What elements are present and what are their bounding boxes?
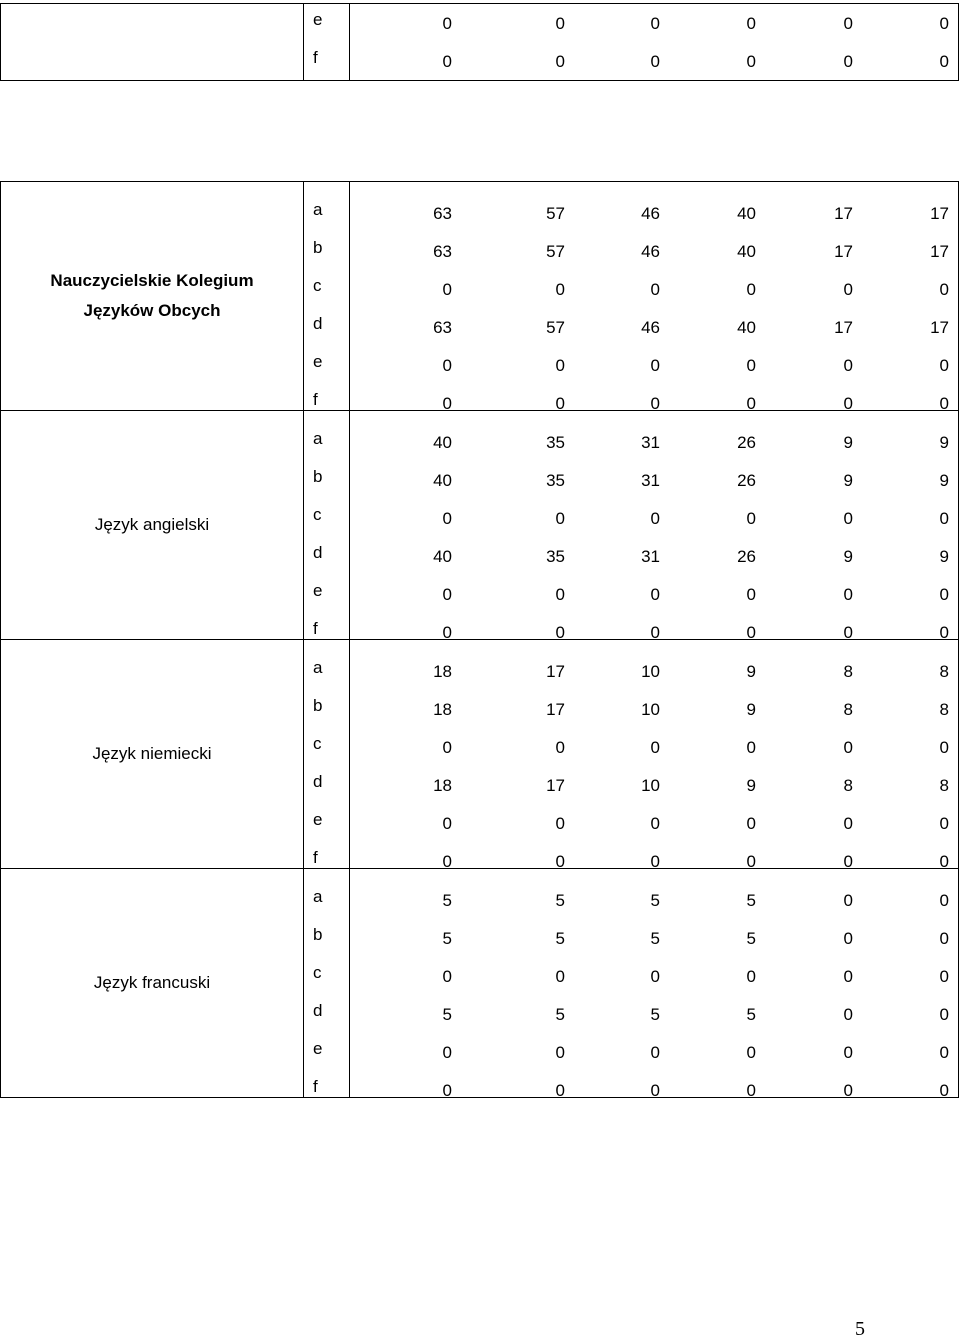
- value-cell: 18: [433, 776, 452, 795]
- values-column: [350, 4, 959, 81]
- value-cell: 0: [843, 509, 853, 528]
- letters-column: [304, 411, 350, 640]
- letters-column: [304, 4, 350, 81]
- value-cell: 31: [641, 471, 660, 490]
- row-letter: [304, 983, 349, 1021]
- data-row: [350, 792, 958, 833]
- row-letter-label: a: [313, 429, 323, 448]
- group-name-line: Języków Obcych: [83, 301, 221, 320]
- value-cell: 17: [930, 242, 949, 261]
- value-cell: 35: [546, 547, 565, 566]
- data-row: [350, 754, 958, 795]
- row-letter-label: c: [313, 276, 322, 295]
- data-row: [350, 563, 958, 604]
- value-cell: 0: [555, 585, 565, 604]
- value-cell: 0: [746, 14, 756, 33]
- value-cell: 0: [650, 585, 660, 604]
- value-cell: 0: [939, 1081, 949, 1100]
- row-letter: [304, 869, 349, 907]
- data-row: [350, 716, 958, 757]
- data-row: [350, 983, 958, 1024]
- value-cell: 10: [641, 776, 660, 795]
- value-cell: 0: [843, 814, 853, 833]
- value-cell: 17: [546, 700, 565, 719]
- group-row: [1, 411, 959, 640]
- row-letter-label: e: [313, 1039, 323, 1058]
- value-cell: 0: [939, 852, 949, 871]
- row-letter: [304, 830, 349, 868]
- value-cell: 0: [650, 814, 660, 833]
- value-cell: 5: [746, 1005, 756, 1024]
- value-cell: 0: [746, 52, 756, 71]
- row-letter: [304, 754, 349, 792]
- row-letter: [304, 563, 349, 601]
- value-cell: 8: [939, 776, 949, 795]
- values-column: [350, 411, 959, 640]
- values-column: [350, 182, 959, 411]
- value-cell: 0: [555, 852, 565, 871]
- value-cell: 9: [843, 433, 853, 452]
- value-cell: 0: [746, 509, 756, 528]
- row-letter: [304, 1059, 349, 1097]
- value-cell: 5: [442, 929, 452, 948]
- value-cell: 9: [939, 433, 949, 452]
- row-letter: [304, 792, 349, 830]
- value-cell: 0: [555, 738, 565, 757]
- value-cell: 0: [746, 394, 756, 413]
- value-cell: 0: [555, 814, 565, 833]
- value-cell: 0: [442, 1043, 452, 1062]
- value-cell: 40: [433, 547, 452, 566]
- data-row: [350, 411, 958, 452]
- letters-column: [304, 182, 350, 411]
- data-row: [350, 869, 958, 910]
- group-row: [1, 182, 959, 411]
- row-letter-label: c: [313, 734, 322, 753]
- value-cell: 5: [650, 1005, 660, 1024]
- row-letter: [304, 907, 349, 945]
- data-row: [350, 296, 958, 337]
- value-cell: 5: [442, 1005, 452, 1024]
- letters-column: [304, 640, 350, 869]
- value-cell: 31: [641, 547, 660, 566]
- value-cell: 0: [843, 1081, 853, 1100]
- value-cell: 0: [939, 394, 949, 413]
- row-letter-label: e: [313, 810, 323, 829]
- value-cell: 0: [442, 14, 452, 33]
- value-cell: 35: [546, 471, 565, 490]
- value-cell: 8: [843, 776, 853, 795]
- value-cell: 9: [746, 776, 756, 795]
- value-cell: 0: [843, 1043, 853, 1062]
- row-letter-label: d: [313, 1001, 323, 1020]
- value-cell: 0: [939, 814, 949, 833]
- value-cell: 0: [746, 967, 756, 986]
- row-letter: [304, 449, 349, 487]
- value-cell: 9: [746, 662, 756, 681]
- data-row: [350, 182, 958, 223]
- row-letter: [304, 640, 349, 678]
- value-cell: 0: [555, 356, 565, 375]
- value-cell: 17: [834, 242, 853, 261]
- group-row: [1, 640, 959, 869]
- row-letter: [304, 678, 349, 716]
- value-cell: 0: [939, 623, 949, 642]
- value-cell: 0: [939, 14, 949, 33]
- value-cell: 63: [433, 242, 452, 261]
- value-cell: 0: [746, 814, 756, 833]
- value-cell: 0: [442, 585, 452, 604]
- value-cell: 0: [555, 509, 565, 528]
- value-cell: 5: [650, 891, 660, 910]
- value-cell: 17: [834, 204, 853, 223]
- row-letter: [304, 296, 349, 334]
- value-cell: 26: [737, 471, 756, 490]
- value-cell: 0: [843, 356, 853, 375]
- row-letter-label: b: [313, 696, 323, 715]
- value-cell: 35: [546, 433, 565, 452]
- value-cell: 0: [843, 585, 853, 604]
- value-cell: 26: [737, 433, 756, 452]
- value-cell: 0: [650, 852, 660, 871]
- value-cell: 8: [843, 662, 853, 681]
- data-row: [350, 907, 958, 948]
- data-row: [350, 449, 958, 490]
- value-cell: 0: [843, 738, 853, 757]
- value-cell: 57: [546, 318, 565, 337]
- value-cell: 0: [939, 356, 949, 375]
- value-cell: 0: [555, 967, 565, 986]
- value-cell: 0: [650, 738, 660, 757]
- data-row: [350, 830, 958, 871]
- value-cell: 18: [433, 700, 452, 719]
- value-cell: 5: [746, 891, 756, 910]
- row-letter-label: f: [313, 619, 318, 638]
- row-letter-label: b: [313, 238, 323, 257]
- value-cell: 0: [843, 14, 853, 33]
- value-cell: 8: [939, 662, 949, 681]
- row-letter: [304, 258, 349, 296]
- value-cell: 0: [939, 509, 949, 528]
- data-row: [350, 678, 958, 719]
- row-letter-label: d: [313, 772, 323, 791]
- value-cell: 40: [737, 318, 756, 337]
- row-letter: [304, 1021, 349, 1059]
- value-cell: 0: [843, 394, 853, 413]
- value-cell: 0: [442, 623, 452, 642]
- data-row: [350, 334, 958, 375]
- value-cell: 0: [939, 1005, 949, 1024]
- value-cell: 0: [843, 52, 853, 71]
- value-cell: 5: [555, 1005, 565, 1024]
- value-cell: 40: [433, 471, 452, 490]
- row-letter-label: a: [313, 200, 323, 219]
- value-cell: 0: [650, 356, 660, 375]
- data-row: [350, 945, 958, 986]
- value-cell: 46: [641, 242, 660, 261]
- value-cell: 18: [433, 662, 452, 681]
- value-cell: 0: [746, 852, 756, 871]
- value-cell: 5: [746, 929, 756, 948]
- value-cell: 5: [650, 929, 660, 948]
- data-row: [350, 1059, 958, 1100]
- value-cell: 0: [939, 585, 949, 604]
- value-cell: 0: [746, 623, 756, 642]
- row-letter-label: e: [313, 352, 323, 371]
- group-row: [1, 869, 959, 1098]
- group-name-line: Język francuski: [93, 973, 211, 992]
- page-number: 5: [855, 1318, 865, 1340]
- value-cell: 0: [555, 394, 565, 413]
- row-letter-label: f: [313, 390, 318, 409]
- value-cell: 0: [442, 1081, 452, 1100]
- value-cell: 0: [843, 623, 853, 642]
- value-cell: 57: [546, 204, 565, 223]
- value-cell: 0: [843, 280, 853, 299]
- value-cell: 0: [650, 1081, 660, 1100]
- row-letter: [304, 525, 349, 563]
- value-cell: 0: [650, 967, 660, 986]
- value-cell: 17: [930, 204, 949, 223]
- value-cell: 0: [555, 52, 565, 71]
- value-cell: 63: [433, 318, 452, 337]
- letters-column: [304, 869, 350, 1098]
- row-letter: [304, 411, 349, 449]
- value-cell: 0: [650, 1043, 660, 1062]
- row-letter-label: e: [313, 10, 323, 29]
- data-row: [350, 42, 958, 80]
- value-cell: 5: [442, 891, 452, 910]
- value-cell: 17: [834, 318, 853, 337]
- value-cell: 40: [737, 204, 756, 223]
- value-cell: 5: [555, 891, 565, 910]
- row-letter: [304, 42, 349, 80]
- value-cell: 0: [843, 852, 853, 871]
- value-cell: 0: [746, 1043, 756, 1062]
- value-cell: 10: [641, 700, 660, 719]
- row-letter: [304, 334, 349, 372]
- data-row: [350, 525, 958, 566]
- value-cell: 0: [650, 280, 660, 299]
- value-cell: 8: [939, 700, 949, 719]
- value-cell: 0: [843, 891, 853, 910]
- value-cell: 9: [939, 547, 949, 566]
- row-letter-label: d: [313, 543, 323, 562]
- value-cell: 0: [555, 14, 565, 33]
- value-cell: 0: [650, 509, 660, 528]
- group-name-cell: [1, 640, 304, 869]
- value-cell: 0: [442, 967, 452, 986]
- value-cell: 8: [843, 700, 853, 719]
- value-cell: 9: [746, 700, 756, 719]
- value-cell: 0: [746, 585, 756, 604]
- value-cell: 0: [939, 929, 949, 948]
- value-cell: 0: [442, 814, 452, 833]
- value-cell: 40: [433, 433, 452, 452]
- value-cell: 0: [555, 1081, 565, 1100]
- value-cell: 0: [939, 52, 949, 71]
- data-row: [350, 487, 958, 528]
- value-cell: 0: [555, 1043, 565, 1062]
- row-letter-label: c: [313, 505, 322, 524]
- value-cell: 0: [939, 891, 949, 910]
- value-cell: 0: [442, 356, 452, 375]
- top-block-table: [0, 3, 959, 81]
- value-cell: 9: [939, 471, 949, 490]
- row-letter: [304, 220, 349, 258]
- value-cell: 31: [641, 433, 660, 452]
- row-letter-label: a: [313, 658, 323, 677]
- row-letter-label: c: [313, 963, 322, 982]
- value-cell: 0: [939, 1043, 949, 1062]
- value-cell: 46: [641, 318, 660, 337]
- row-letter-label: f: [313, 1077, 318, 1096]
- value-cell: 0: [442, 852, 452, 871]
- value-cell: 9: [843, 547, 853, 566]
- value-cell: 0: [442, 394, 452, 413]
- value-cell: 0: [746, 738, 756, 757]
- data-row: [350, 220, 958, 261]
- group-name-line: Język niemiecki: [92, 744, 212, 763]
- empty-name-cell: [1, 4, 304, 81]
- value-cell: 17: [546, 662, 565, 681]
- data-row: [350, 640, 958, 681]
- value-cell: 46: [641, 204, 660, 223]
- data-row: [350, 372, 958, 413]
- value-cell: 0: [843, 967, 853, 986]
- data-row: [350, 4, 958, 42]
- value-cell: 9: [843, 471, 853, 490]
- row-letter-label: d: [313, 314, 323, 333]
- value-cell: 0: [746, 280, 756, 299]
- value-cell: 0: [843, 929, 853, 948]
- value-cell: 26: [737, 547, 756, 566]
- row-letter: [304, 487, 349, 525]
- row-letter: [304, 372, 349, 410]
- row-letter: [304, 4, 349, 42]
- values-column: [350, 869, 959, 1098]
- value-cell: 0: [442, 509, 452, 528]
- value-cell: 0: [442, 738, 452, 757]
- value-cell: 17: [546, 776, 565, 795]
- value-cell: 0: [442, 280, 452, 299]
- results-table: [0, 181, 959, 1098]
- value-cell: 0: [939, 967, 949, 986]
- data-row: [350, 601, 958, 642]
- row-letter: [304, 716, 349, 754]
- value-cell: 0: [746, 1081, 756, 1100]
- value-cell: 0: [555, 280, 565, 299]
- row-letter-label: b: [313, 467, 323, 486]
- value-cell: 0: [442, 52, 452, 71]
- row-letter-label: b: [313, 925, 323, 944]
- value-cell: 0: [650, 623, 660, 642]
- value-cell: 0: [650, 14, 660, 33]
- value-cell: 0: [939, 738, 949, 757]
- row-letter: [304, 945, 349, 983]
- row-letter-label: e: [313, 581, 323, 600]
- value-cell: 5: [555, 929, 565, 948]
- row-letter: [304, 601, 349, 639]
- value-cell: 63: [433, 204, 452, 223]
- value-cell: 17: [930, 318, 949, 337]
- group-name-cell: [1, 411, 304, 640]
- group-name-cell: [1, 182, 304, 411]
- value-cell: 10: [641, 662, 660, 681]
- value-cell: 40: [737, 242, 756, 261]
- values-column: [350, 640, 959, 869]
- group-name-line: Nauczycielskie Kolegium: [50, 271, 254, 290]
- value-cell: 0: [650, 394, 660, 413]
- row-letter-label: f: [313, 48, 318, 67]
- value-cell: 0: [746, 356, 756, 375]
- value-cell: 0: [555, 623, 565, 642]
- value-cell: 0: [939, 280, 949, 299]
- data-row: [350, 1021, 958, 1062]
- group-name-line: Język angielski: [94, 515, 210, 534]
- group-name-cell: [1, 869, 304, 1098]
- value-cell: 0: [650, 52, 660, 71]
- row-letter-label: f: [313, 848, 318, 867]
- row-letter: [304, 182, 349, 220]
- data-row: [350, 258, 958, 299]
- row-letter-label: a: [313, 887, 323, 906]
- value-cell: 0: [843, 1005, 853, 1024]
- value-cell: 57: [546, 242, 565, 261]
